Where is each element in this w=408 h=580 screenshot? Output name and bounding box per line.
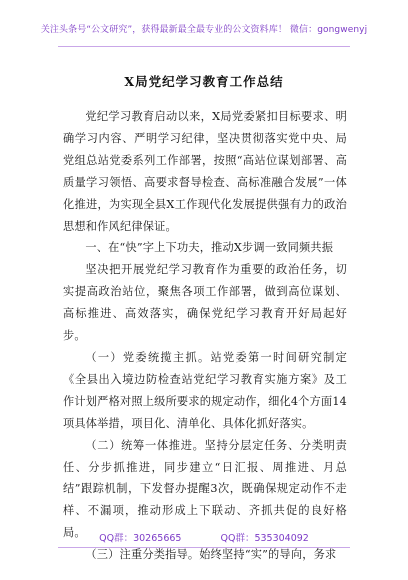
intro-paragraph: 党纪学习教育启动以来，X局党委紧扣目标要求、明确学习内容、严明学习纪律，坚决贯彻落实党中央、局党组总站党委系列工作部署，按照“高站位谋划部署、高质量学习领悟、高要求督导检查、高标准融合发展”一体化推进，为实现全县X工作现代化发展提供强有力的政治思想和作风纪律保证。 [63,110,347,233]
header-promo-note: 关注头条号“公文研究”，获得最新最全最专业的公文资料库！ 微信：gongwenyj [40,25,368,35]
footer-qq-group-2: QQ群：535304092 [220,533,309,544]
document-title: X局党纪学习教育工作总结 [124,74,284,89]
footer-qq-group-1: QQ群：30265665 [99,533,182,544]
footer-divider [58,547,350,548]
header-divider [58,46,350,47]
subsection-3-paragraph: （三）注重分类指导。始终坚持“实”的导向，务求 [85,548,337,562]
section-1-paragraph: 坚决把开展党纪学习教育作为重要的政治任务，切实提高政治站位，聚焦各项工作部署，做到高位谋划、高标推进、高效落实，确保党纪学习教育开好局起好步。 [63,263,347,343]
footer-contact [0,530,408,544]
section-heading-1: 一、在“快”字上下功夫，推动X步调一致同频共振 [85,241,334,255]
subsection-2-paragraph: （二）统筹一体推进。坚持分层定任务、分类明责任、分步抓推进，同步建立“日汇报、周推进、月总结”跟踪机制，下发督办提醒3次，既确保规定动作不走样、不漏项，推动形成上下联动、齐抓共促的良好格局。 [63,438,347,540]
subsection-1-paragraph: （一）党委统揽主抓。站党委第一时间研究制定《全县出入境边防检查站党纪学习教育实施方案》及工作计划严格对照上级所要求的规定动作，细化4个方面14项具体举措，项目化、清单化、具体化抓好落实。 [63,350,347,430]
document-body [63,106,347,566]
